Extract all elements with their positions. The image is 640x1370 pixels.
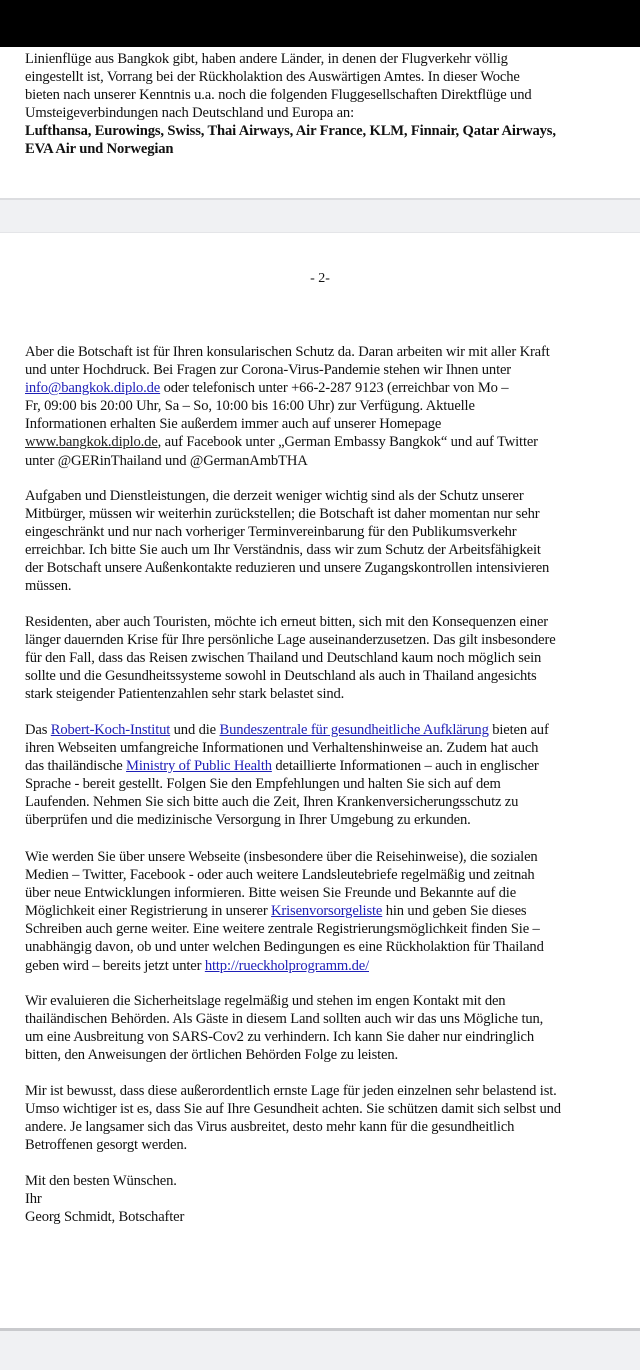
text-line: Mitbürger, müssen wir weiterhin zurückstellen; die Botschaft ist daher momentan nur sehr: [25, 506, 540, 523]
text-line: Wir evaluieren die Sicherheitslage regelmäßig und stehen im engen Kontakt mit den: [25, 993, 506, 1009]
text-line: eingeschränkt und nur nach vorheriger Terminvereinbarung für den Publikumsverkehr: [25, 524, 517, 541]
email-link[interactable]: info@bangkok.diplo.de: [25, 380, 161, 397]
text-line: Betroffenen gesorgt werden.: [25, 1137, 187, 1154]
text-line: Umsteigeverbindungen nach Deutschland und Europa an:: [25, 105, 354, 122]
text-line: Informationen erhalten Sie außerdem immer auch auf unserer Homepage: [25, 416, 442, 433]
text-line: [25, 379, 625, 397]
top-black-bar: [0, 0, 640, 47]
text-span: Möglichkeit einer Registrierung in unserer: [25, 903, 272, 920]
paragraph-updates: [25, 848, 625, 975]
text-line: Medien – Twitter, Facebook - oder auch weitere Landsleutebriefe regelmäßig und zeitnah: [25, 867, 535, 884]
text-line: und unter Hochdruck. Bei Fragen zur Corona-Virus-Pandemie stehen wir Ihnen unter: [25, 362, 512, 379]
paragraph-contact: [25, 343, 625, 470]
paragraph-health: [25, 1082, 625, 1154]
text-line: sollte und die Gesundheitssysteme sowohl in Deutschland als auch in Thailand angesichts: [25, 668, 537, 685]
text-line: Wie werden Sie über unsere Webseite (insbesondere über die Reisehinweise), die sozialen: [25, 849, 538, 865]
text-span: das thailändische: [25, 758, 127, 775]
paragraph-health-info: [25, 721, 625, 830]
text-line: müssen.: [25, 578, 72, 595]
text-line: andere. Je langsamer sich das Virus ausbreitet, desto mehr kann für die gesundheitlich: [25, 1119, 515, 1136]
text-line: Schreiben auch gerne weiter. Eine weitere zentrale Registrierungsmöglichkeit finden Sie –: [25, 921, 540, 938]
text-line: [25, 433, 625, 451]
robert-koch-institut-link[interactable]: Robert-Koch-Institut: [50, 722, 171, 738]
text-span: geben wird – bereits jetzt unter: [25, 957, 205, 974]
text-line: erreichbar. Ich bitte Sie auch um Ihr Verständnis, dass wir zum Schutz der Arbeitsfähigkeit: [25, 542, 541, 559]
text-line: stark steigender Patientenzahlen sehr stark belastet sind.: [25, 686, 345, 703]
signature: Georg Schmidt, Botschafter: [25, 1209, 185, 1226]
text-line: Linienflüge aus Bangkok gibt, haben andere Länder, in denen der Flugverkehr völlig: [25, 51, 508, 67]
paragraph-flights: [25, 50, 625, 159]
text-span: detaillierte Informationen – auch in englischer: [271, 758, 539, 775]
text-span: bieten auf: [488, 722, 549, 738]
paragraph-services: [25, 487, 625, 596]
text-line: über neue Entwicklungen informieren. Bitte weisen Sie Freunde und Bekannte auf die: [25, 885, 517, 902]
rueckholprogramm-link[interactable]: http://rueckholprogramm.de/: [204, 957, 369, 974]
text-line: bieten nach unserer Kenntnis u.a. noch die folgenden Fluggesellschaften Direktflüge und: [25, 87, 532, 104]
text-span: Das: [25, 722, 51, 738]
closing-ihr: Ihr: [25, 1191, 42, 1208]
text-line: Mir ist bewusst, dass diese außerordentlich ernste Lage für jeden einzelnen sehr belastend ist.: [25, 1083, 557, 1099]
text-span: und die: [170, 722, 220, 738]
document-page-1: [0, 47, 640, 200]
text-span: , auf Facebook unter „German Embassy Bangkok“ und auf Twitter: [157, 434, 538, 451]
homepage-link[interactable]: www.bangkok.diplo.de: [25, 434, 158, 451]
text-span: oder telefonisch unter +66-2-287 9123 (erreichbar von Mo –: [160, 380, 509, 397]
text-line: überprüfen und die medizinische Versorgung in Ihrer Umgebung zu erkunden.: [25, 812, 471, 829]
airlines-list-line: EVA Air und Norwegian: [25, 141, 174, 158]
bzga-link[interactable]: Bundeszentrale für gesundheitliche Aufklärung: [219, 722, 489, 738]
text-line: bitten, den Anweisungen der örtlichen Behörden Folge zu leisten.: [25, 1047, 398, 1064]
paragraph-residents: [25, 613, 625, 703]
text-line: Sprache - bereit gestellt. Folgen Sie den Empfehlungen und halten Sie sich auf dem: [25, 776, 501, 793]
text-line: unter @GERinThailand und @GermanAmbTHA: [25, 452, 308, 469]
airlines-list-line: Lufthansa, Eurowings, Swiss, Thai Airways, Air France, KLM, Finnair, Qatar Airways,: [25, 123, 556, 140]
document-page-2: [0, 232, 640, 1331]
text-line: Residenten, aber auch Touristen, möchte ich erneut bitten, sich mit den Konsequenzen einer: [25, 614, 548, 630]
closing-block: [25, 1172, 625, 1226]
text-line: ihren Webseiten umfangreiche Informationen und Verhaltenshinweise an. Zudem hat auch: [25, 740, 539, 757]
text-line: unabhängig davon, ob und unter welchen Bedingungen es eine Rückholaktion für Thailand: [25, 939, 544, 956]
text-line: Umso wichtiger ist es, dass Sie auf Ihre Gesundheit achten. Sie schützen damit sich selbst und: [25, 1101, 561, 1118]
text-span: hin und geben Sie dieses: [382, 903, 527, 920]
text-line: Aufgaben und Dienstleistungen, die derzeit weniger wichtig sind als der Schutz unserer: [25, 488, 524, 504]
ministry-of-public-health-link[interactable]: Ministry of Public Health: [126, 758, 272, 775]
text-line: Fr, 09:00 bis 20:00 Uhr, Sa – So, 10:00 bis 16:00 Uhr) zur Verfügung. Aktuelle: [25, 398, 475, 415]
text-line: [25, 957, 625, 975]
text-line: [25, 721, 625, 739]
text-line: um eine Ausbreitung von SARS-Cov2 zu verhindern. Ich kann Sie daher nur eindringlich: [25, 1029, 535, 1046]
text-line: länger dauernden Krise für Ihre persönliche Lage auseinanderzusetzen. Das gilt insbesondere: [25, 632, 556, 649]
text-line: [25, 902, 625, 920]
text-line: für den Fall, dass das Reisen zwischen Thailand und Deutschland kaum noch möglich sein: [25, 650, 542, 667]
text-line: Aber die Botschaft ist für Ihren konsularischen Schutz da. Daran arbeiten wir mit aller Kraft: [25, 344, 550, 360]
krisenvorsorgeliste-link[interactable]: Krisenvorsorgeliste: [271, 903, 383, 920]
paragraph-security: [25, 992, 625, 1064]
text-line: eingestellt ist, Vorrang bei der Rückholaktion des Auswärtigen Amtes. In dieser Woche: [25, 69, 520, 86]
text-line: thailändischen Behörden. Als Gäste in diesem Land sollten auch wir das uns Mögliche tun,: [25, 1011, 544, 1028]
text-line: Laufenden. Nehmen Sie sich bitte auch die Zeit, Ihren Krankenversicherungsschutz zu: [25, 794, 519, 811]
text-line: [25, 757, 625, 775]
text-line: der Botschaft unsere Außenkontakte reduzieren und unsere Zugangskontrollen intensivieren: [25, 560, 550, 577]
closing-greeting: Mit den besten Wünschen.: [25, 1173, 177, 1189]
page-number: - 2-: [310, 271, 330, 286]
